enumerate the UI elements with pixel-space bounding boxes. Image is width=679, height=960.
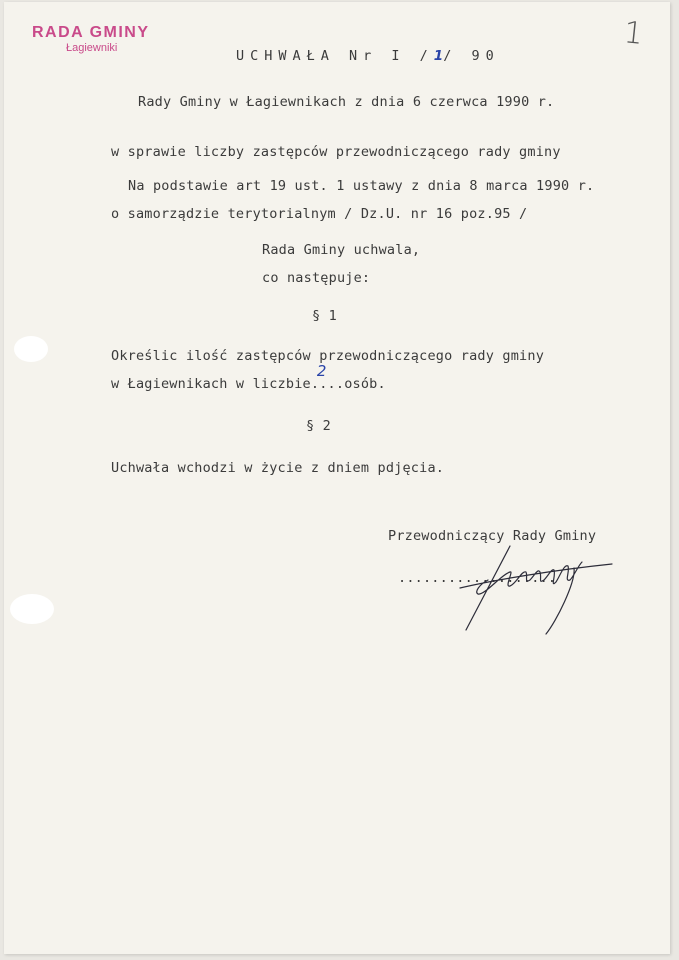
document-page (4, 2, 670, 954)
count-placeholder (310, 362, 345, 392)
count-dots: .... (310, 376, 345, 392)
title-number-handwritten: 1 (433, 48, 444, 64)
preamble-line-2: o samorządzie terytorialnym / Dz.U. nr 16 poz.95 / (111, 206, 528, 222)
office-stamp (32, 24, 150, 54)
issuer-line: Rady Gminy w Łagiewnikach z dnia 6 czerwca 1990 r. (138, 94, 555, 110)
title-suffix: / 90 (443, 48, 500, 64)
section-1-heading: § 1 (312, 308, 337, 324)
preamble-line-4: co następuje: (262, 270, 371, 286)
stamp-line-1: RADA GMINY (32, 24, 150, 41)
handwritten-count: 2 (316, 362, 327, 380)
punch-hole-bottom (10, 594, 54, 624)
punch-hole-top (14, 336, 48, 362)
section-1-line-1: Określic ilość zastępców przewodniczącego rady gminy (111, 348, 545, 364)
section-1-line-2-suffix: osób. (344, 376, 386, 392)
stamp-line-2: Łagiewniki (66, 42, 118, 54)
subject-line: w sprawie liczby zastępców przewodniczącego rady gminy (111, 144, 561, 160)
handwritten-signature (444, 522, 614, 642)
section-2-heading: § 2 (306, 418, 331, 434)
signatory-title: Przewodniczący Rady Gminy (388, 528, 597, 544)
preamble-line-3: Rada Gminy uchwala, (262, 242, 421, 258)
section-1-line-2-prefix: w Łagiewnikach w liczbie (111, 376, 311, 392)
section-2-line-1: Uchwała wchodzi w życie z dniem pdjęcia. (111, 460, 445, 476)
resolution-title (236, 48, 500, 64)
title-prefix: UCHWAŁA Nr I / (236, 48, 434, 64)
signature-dots: ................... (398, 570, 557, 586)
preamble-line-1: Na podstawie art 19 ust. 1 ustawy z dnia 8 marca 1990 r. (128, 178, 595, 194)
section-1-line-2 (111, 362, 386, 392)
page-number: 1 (622, 15, 645, 52)
